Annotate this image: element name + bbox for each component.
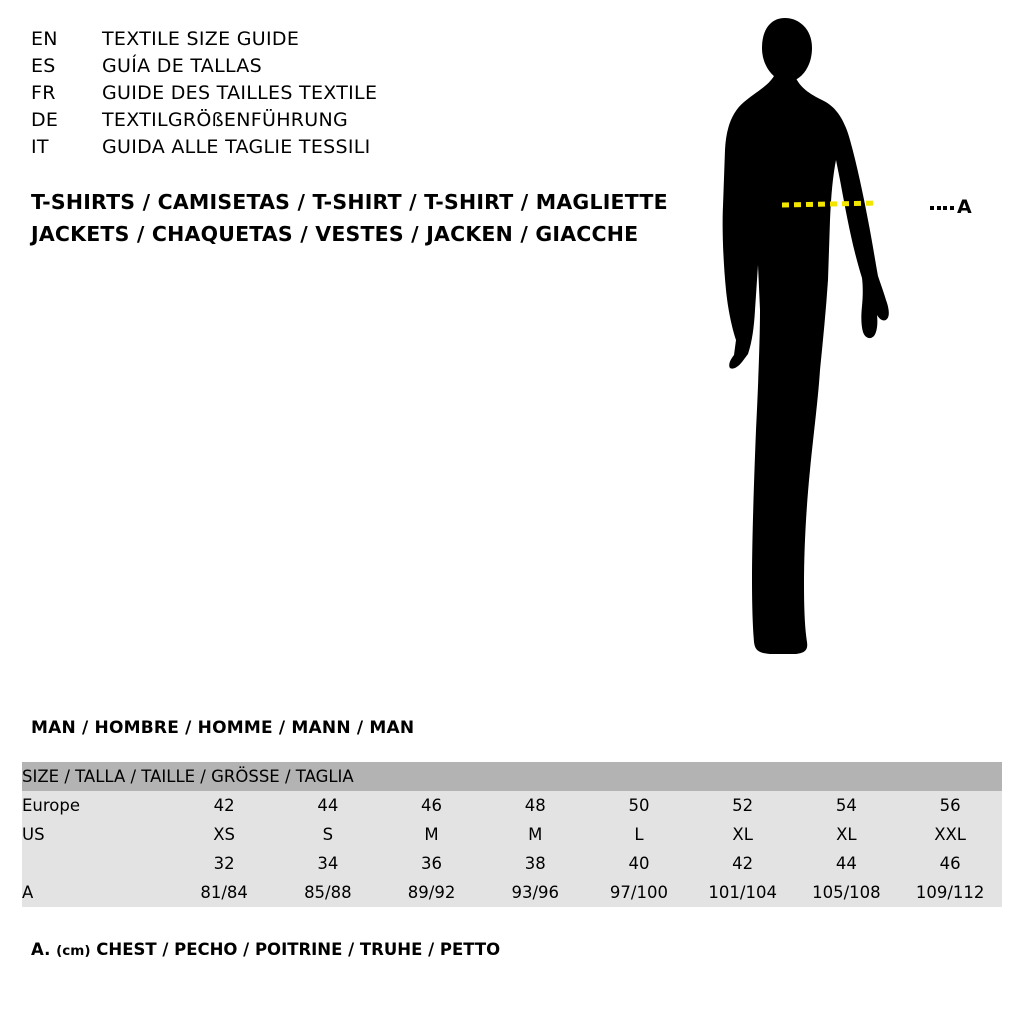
language-title: TEXTILGRÖßENFÜHRUNG bbox=[102, 109, 349, 131]
cell-numeric-7: 44 bbox=[795, 849, 899, 878]
table-header-label: SIZE / TALLA / TAILLE / GRÖSSE / TAGLIA bbox=[22, 762, 1002, 791]
language-code: EN bbox=[31, 28, 58, 50]
cell-us-8: XXL bbox=[898, 820, 1002, 849]
cell-a-8: 109/112 bbox=[898, 878, 1002, 907]
cell-europe-6: 52 bbox=[691, 791, 795, 820]
language-code: DE bbox=[31, 109, 59, 131]
row-label-europe: Europe bbox=[22, 791, 172, 820]
cell-a-7: 105/108 bbox=[795, 878, 899, 907]
language-title: GUÍA DE TALLAS bbox=[102, 55, 262, 77]
table-header-row bbox=[22, 762, 1002, 791]
cell-us-4: M bbox=[483, 820, 587, 849]
language-code: FR bbox=[31, 82, 56, 104]
language-title: GUIDE DES TAILLES TEXTILE bbox=[102, 82, 378, 104]
cell-numeric-8: 46 bbox=[898, 849, 1002, 878]
measure-label-a: A bbox=[957, 196, 972, 218]
row-label-us: US bbox=[22, 820, 172, 849]
language-title-list bbox=[31, 28, 651, 163]
cell-numeric-6: 42 bbox=[691, 849, 795, 878]
cell-us-7: XL bbox=[795, 820, 899, 849]
cell-a-3: 89/92 bbox=[380, 878, 484, 907]
cell-numeric-5: 40 bbox=[587, 849, 691, 878]
cell-europe-7: 54 bbox=[795, 791, 899, 820]
cell-numeric-2: 34 bbox=[276, 849, 380, 878]
table-row bbox=[22, 791, 1002, 820]
table-row bbox=[22, 820, 1002, 849]
language-row-en bbox=[31, 28, 651, 55]
size-chart-table bbox=[22, 762, 1002, 907]
table-row bbox=[22, 849, 1002, 878]
chest-measure-line bbox=[700, 10, 1000, 675]
language-row-fr bbox=[31, 82, 651, 109]
language-code: IT bbox=[31, 136, 49, 158]
language-code: ES bbox=[31, 55, 56, 77]
language-title: GUIDA ALLE TAGLIE TESSILI bbox=[102, 136, 371, 158]
row-label-a: A bbox=[22, 878, 172, 907]
garment-category-tshirts: T-SHIRTS / CAMISETAS / T-SHIRT / T-SHIRT / MAGLIETTE bbox=[31, 190, 668, 214]
cell-a-1: 81/84 bbox=[172, 878, 276, 907]
language-title: TEXTILE SIZE GUIDE bbox=[102, 28, 300, 50]
section-title-man: MAN / HOMBRE / HOMME / MANN / MAN bbox=[31, 718, 415, 738]
cell-europe-3: 46 bbox=[380, 791, 484, 820]
footnote-prefix: A. bbox=[31, 940, 51, 959]
footnote-text: CHEST / PECHO / POITRINE / TRUHE / PETTO bbox=[96, 940, 501, 959]
language-row-de bbox=[31, 109, 651, 136]
cell-europe-5: 50 bbox=[587, 791, 691, 820]
cell-europe-4: 48 bbox=[483, 791, 587, 820]
cell-us-2: S bbox=[276, 820, 380, 849]
cell-europe-1: 42 bbox=[172, 791, 276, 820]
cell-us-3: M bbox=[380, 820, 484, 849]
cell-numeric-1: 32 bbox=[172, 849, 276, 878]
footnote-chest bbox=[31, 940, 500, 959]
cell-numeric-3: 36 bbox=[380, 849, 484, 878]
cell-us-5: L bbox=[587, 820, 691, 849]
cell-europe-2: 44 bbox=[276, 791, 380, 820]
cell-a-6: 101/104 bbox=[691, 878, 795, 907]
cell-numeric-4: 38 bbox=[483, 849, 587, 878]
cell-a-4: 93/96 bbox=[483, 878, 587, 907]
cell-us-1: XS bbox=[172, 820, 276, 849]
measure-leader-dots bbox=[930, 206, 954, 210]
cell-a-5: 97/100 bbox=[587, 878, 691, 907]
row-label-numeric bbox=[22, 849, 172, 878]
table-row bbox=[22, 878, 1002, 907]
cell-europe-8: 56 bbox=[898, 791, 1002, 820]
male-figure-illustration bbox=[700, 10, 1000, 675]
footnote-unit: (cm) bbox=[56, 943, 91, 959]
cell-a-2: 85/88 bbox=[276, 878, 380, 907]
language-row-it bbox=[31, 136, 651, 163]
garment-category-jackets: JACKETS / CHAQUETAS / VESTES / JACKEN / GIACCHE bbox=[31, 222, 639, 246]
garment-category-list bbox=[31, 186, 671, 250]
language-row-es bbox=[31, 55, 651, 82]
cell-us-6: XL bbox=[691, 820, 795, 849]
